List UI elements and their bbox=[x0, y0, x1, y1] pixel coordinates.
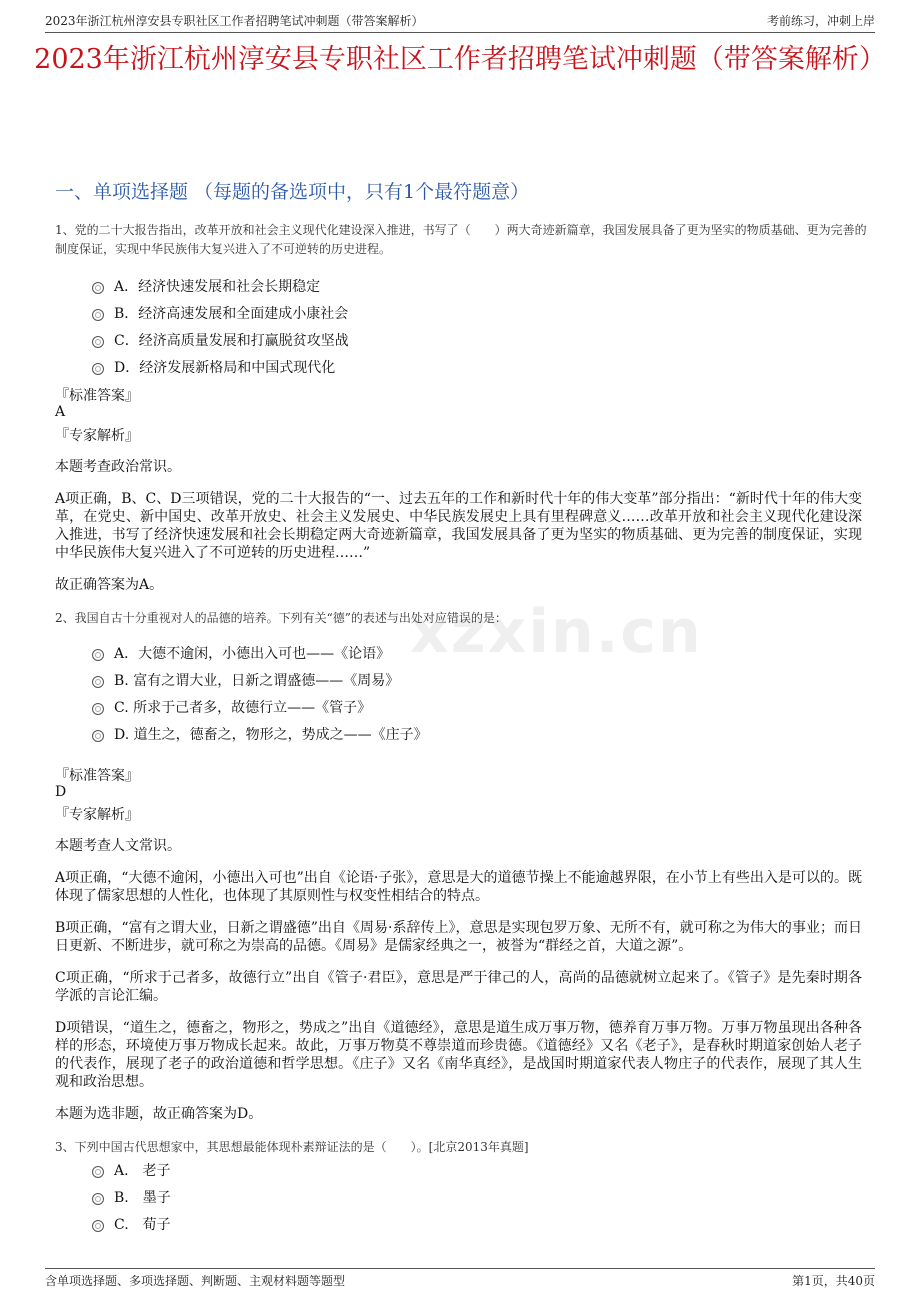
answer-value: D bbox=[55, 784, 67, 800]
question-2-stem: 2、我国自古十分重视对人的品德的培养。下列有关“德”的表述与出处对应错误的是： bbox=[55, 611, 507, 625]
question-1-options bbox=[92, 272, 860, 380]
radio-icon[interactable] bbox=[92, 730, 104, 742]
option-d[interactable]: D. 道生之，德畜之，物形之，势成之——《庄子》 bbox=[92, 720, 860, 747]
option-b[interactable]: B. 富有之谓大业，日新之谓盛德——《周易》 bbox=[92, 666, 860, 693]
section-heading: 一、单项选择题 （每题的备选项中，只有1个最符题意） bbox=[55, 181, 530, 203]
footer-left: 含单项选择题、多项选择题、判断题、主观材料题等题型 bbox=[45, 1274, 346, 1288]
page-number: 第1页，共40页 bbox=[792, 1274, 875, 1288]
analysis-paragraph: C项正确，“所求于己者多，故德行立”出自《管子·君臣》，意思是严于律己的人，高尚的品德就树立起来了。《管子》是先秦时期各学派的言论汇编。 bbox=[55, 970, 862, 1004]
radio-icon[interactable] bbox=[92, 676, 104, 688]
analysis-paragraph: A项正确，“大德不逾闲，小德出入可也”出自《论语·子张》，意思是大的道德节操上不能逾越界限，在小节上有些出入是可以的。既体现了儒家思想的人性化，也体现了其原则性与权变性相结合的特点。 bbox=[55, 870, 862, 904]
radio-icon[interactable] bbox=[92, 336, 104, 348]
answer-label: 『标准答案』 bbox=[55, 768, 139, 784]
radio-icon[interactable] bbox=[92, 649, 104, 661]
analysis-label: 『专家解析』 bbox=[55, 807, 139, 823]
option-a[interactable]: A. 老子 bbox=[92, 1156, 860, 1183]
question-3-options bbox=[92, 1156, 860, 1237]
page-header bbox=[45, 12, 875, 33]
option-c[interactable]: C. 荀子 bbox=[92, 1210, 860, 1237]
radio-icon[interactable] bbox=[92, 309, 104, 321]
watermark: xzxin.cn bbox=[410, 597, 703, 667]
analysis-paragraph: 本题考查人文常识。 bbox=[55, 838, 181, 854]
question-1-stem: 1、党的二十大报告指出，改革开放和社会主义现代化建设深入推进，书写了（ ）两大奇迹新篇章，我国发展具备了更为坚实的物质基础、更为完善的制度保证，实现中华民族伟大复兴进入了不可逆转的历史进程。 bbox=[55, 223, 867, 256]
analysis-paragraph: 本题考查政治常识。 bbox=[55, 459, 181, 475]
option-c[interactable]: C．经济高质量发展和打赢脱贫攻坚战 bbox=[92, 326, 860, 353]
option-a[interactable]: A．大德不逾闲，小德出入可也——《论语》 bbox=[92, 639, 860, 666]
question-3-stem: 3、下列中国古代思想家中，其思想最能体现朴素辩证法的是（ ）。[北京2013年真题] bbox=[55, 1140, 529, 1154]
option-a[interactable]: A．经济快速发展和社会长期稳定 bbox=[92, 272, 860, 299]
option-c[interactable]: C. 所求于己者多，故德行立——《管子》 bbox=[92, 693, 860, 720]
analysis-paragraph: A项正确，B、C、D三项错误，党的二十大报告的“一、过去五年的工作和新时代十年的伟大变革”部分指出：“新时代十年的伟大变革，在党史、新中国史、改革开放史、社会主义发展史、中华民族发展史上具有里程碑意义……改革开放和社会主义现代化建设深入推进，书写了经济快速发展和社会长期稳定两大奇迹新篇章，我国发展具备了更为坚实的物质基础、更为完善的制度保证，实现中华民族伟大复兴进入了不可逆转的历史进程……” bbox=[55, 491, 862, 561]
analysis-paragraph: B项正确，“富有之谓大业，日新之谓盛德”出自《周易·系辞传上》，意思是实现包罗万象、无所不有，就可称之为伟大的事业；而日日更新、不断进步，就可称之为崇高的品德。《周易》是儒家经典之一，被誉为“群经之首，大道之源”。 bbox=[55, 920, 862, 954]
radio-icon[interactable] bbox=[92, 703, 104, 715]
analysis-paragraph: 故正确答案为A。 bbox=[55, 577, 164, 593]
radio-icon[interactable] bbox=[92, 1220, 104, 1232]
header-right: 考前练习，冲刺上岸 bbox=[766, 14, 875, 28]
page-title: 2023年浙江杭州淳安县专职社区工作者招聘笔试冲刺题（带答案解析） bbox=[34, 44, 886, 75]
radio-icon[interactable] bbox=[92, 282, 104, 294]
header-left: 2023年浙江杭州淳安县专职社区工作者招聘笔试冲刺题（带答案解析） bbox=[45, 14, 424, 28]
question-2-options bbox=[92, 639, 860, 747]
answer-label: 『标准答案』 bbox=[55, 388, 139, 404]
analysis-paragraph: 本题为选非题，故正确答案为D。 bbox=[55, 1106, 263, 1122]
option-d[interactable]: D．经济发展新格局和中国式现代化 bbox=[92, 353, 860, 380]
radio-icon[interactable] bbox=[92, 1193, 104, 1205]
analysis-label: 『专家解析』 bbox=[55, 428, 139, 444]
analysis-paragraph: D项错误，“道生之，德畜之，物形之，势成之”出自《道德经》，意思是道生成万事万物，德养育万事万物。万事万物虽现出各种各样的形态，环境使万事万物成长起来。故此，万事万物莫不尊崇道而珍贵德。《道德经》又名《老子》，是春秋时期道家创始人老子的代表作，展现了老子的政治道德和哲学思想。《庄子》又名《南华真经》，是战国时期道家代表人物庄子的代表作，展现了其人生观和政治思想。 bbox=[55, 1020, 862, 1090]
radio-icon[interactable] bbox=[92, 1166, 104, 1178]
answer-value: A bbox=[55, 404, 66, 420]
option-b[interactable]: B．经济高速发展和全面建成小康社会 bbox=[92, 299, 860, 326]
option-b[interactable]: B. 墨子 bbox=[92, 1183, 860, 1210]
page-footer bbox=[45, 1268, 875, 1292]
radio-icon[interactable] bbox=[92, 363, 104, 375]
